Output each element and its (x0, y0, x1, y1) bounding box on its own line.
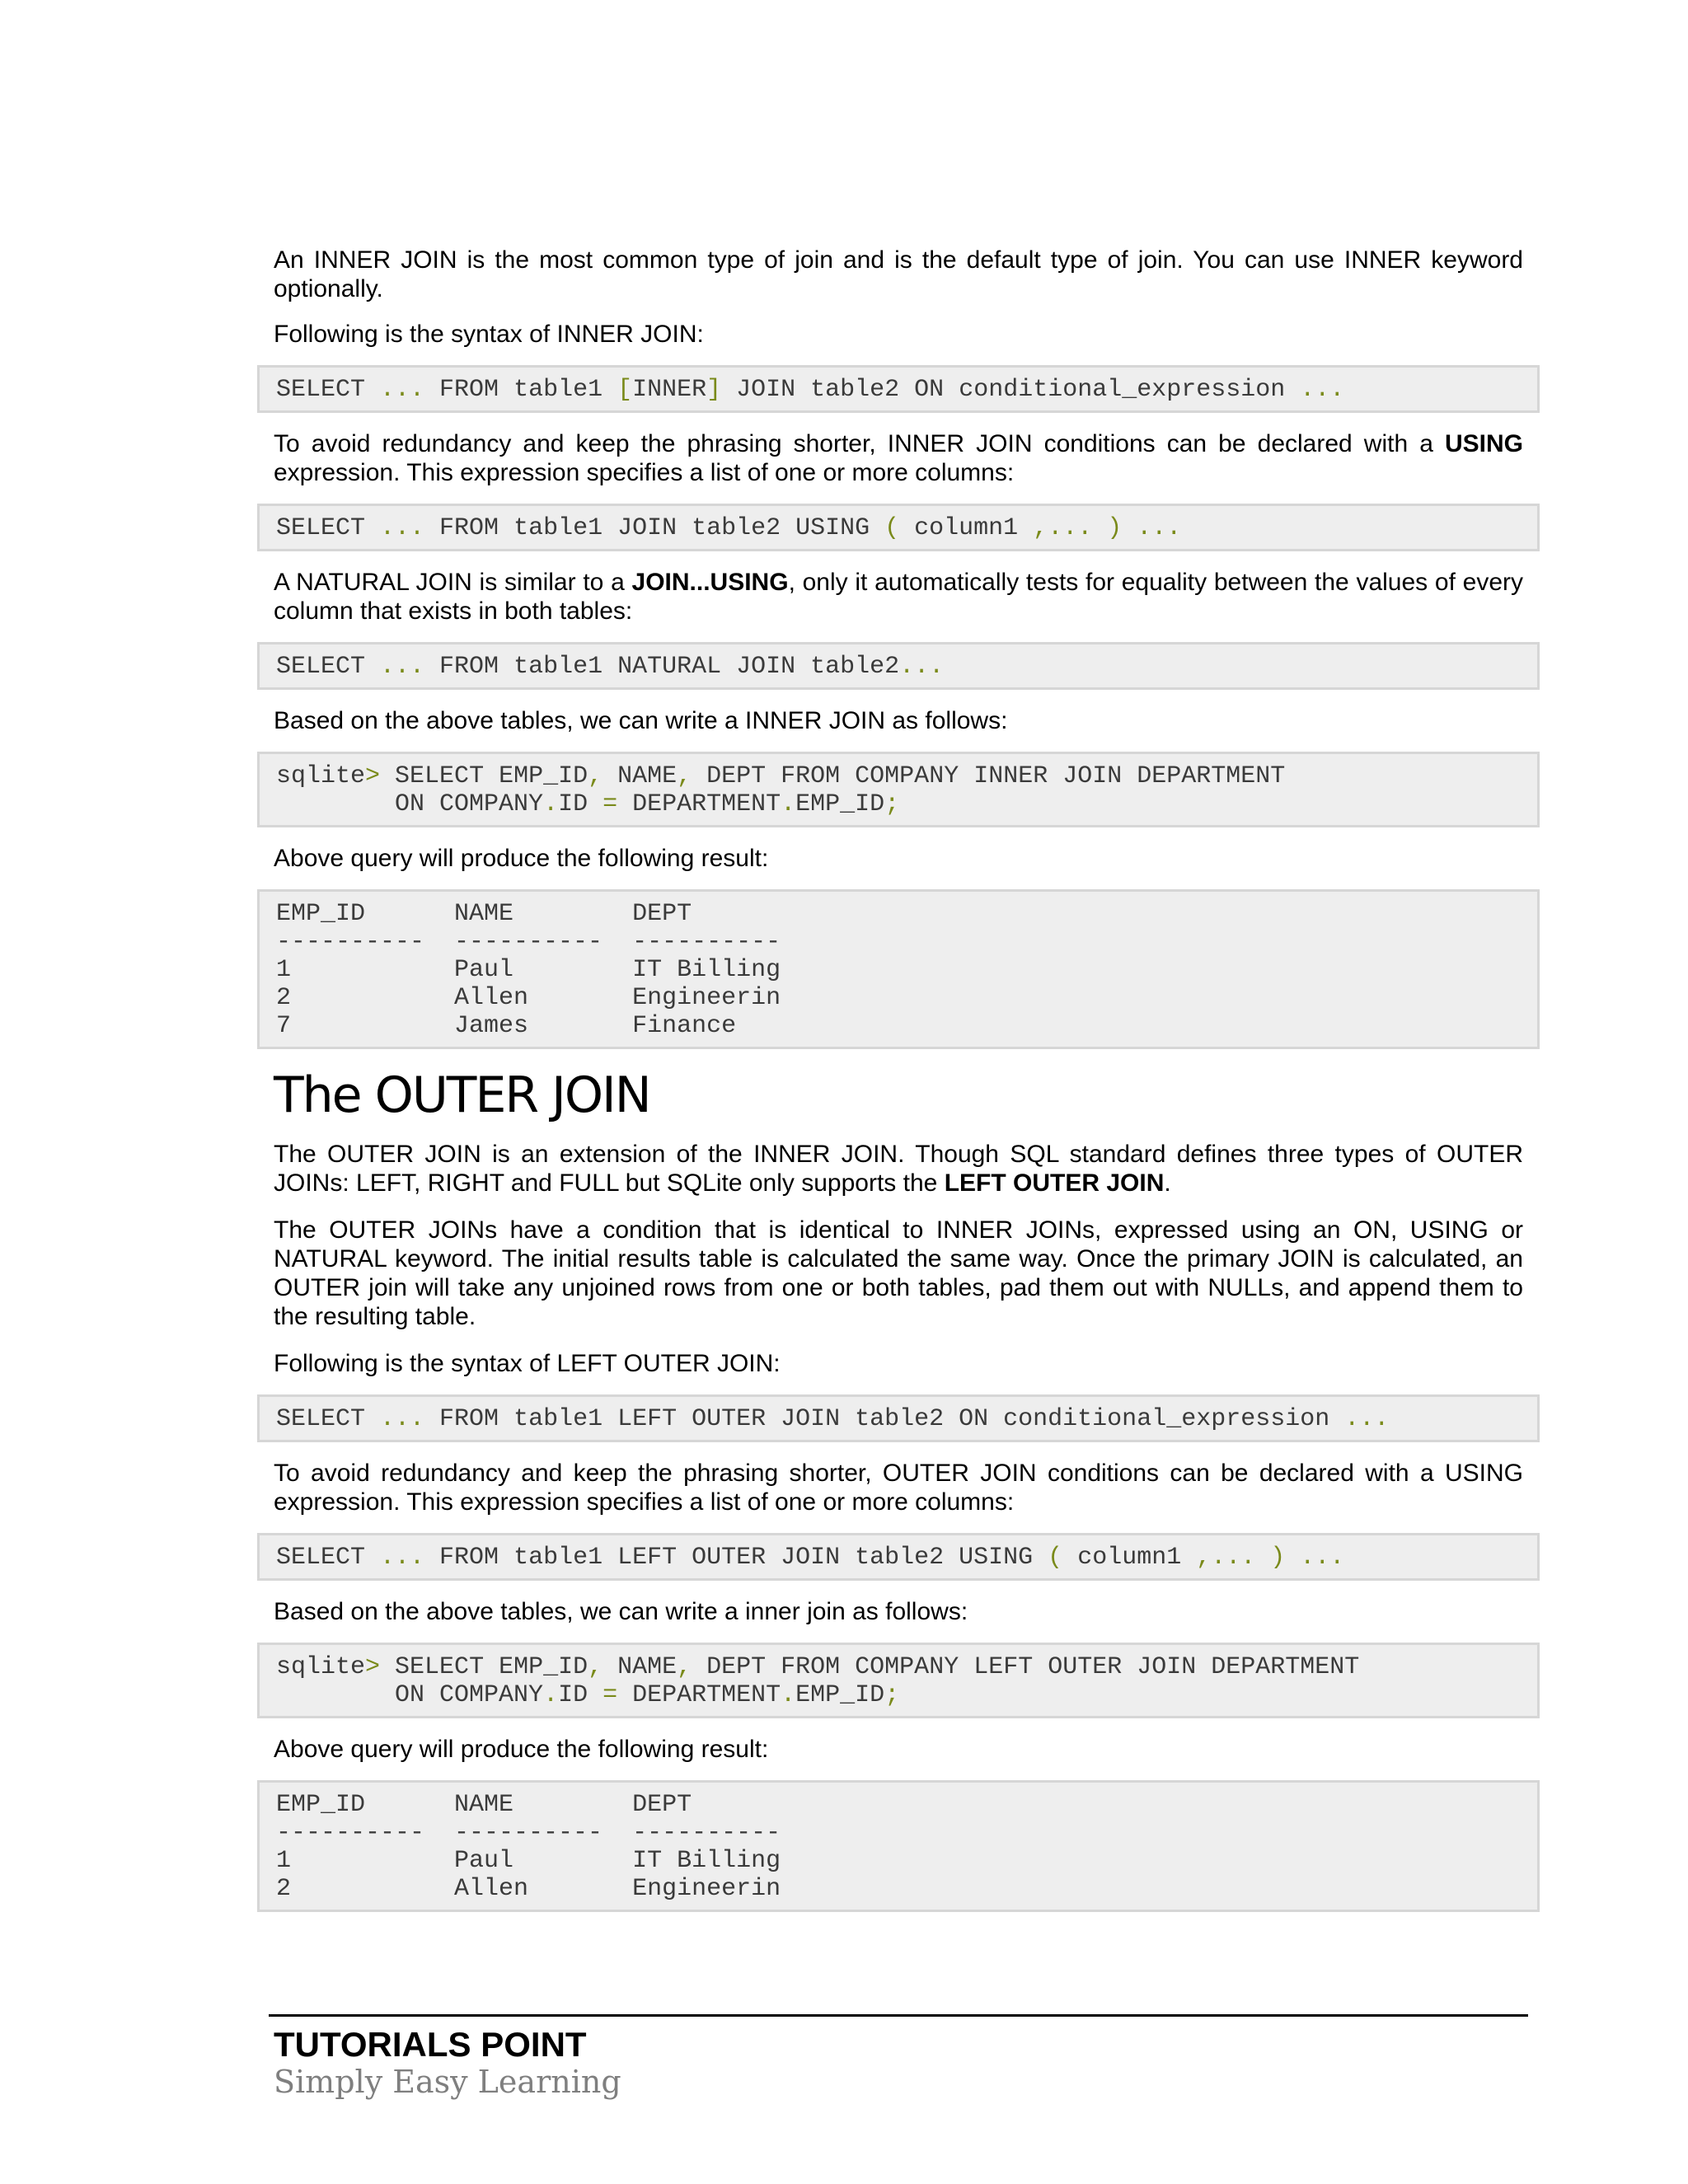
paragraph-left-outer-join-syntax-intro: Following is the syntax of LEFT OUTER JOIN: (274, 1350, 781, 1377)
code-block-natural-join: SELECT ... FROM table1 NATURAL JOIN table2... (257, 642, 1540, 690)
footer-brand: TUTORIALS POINT (274, 2025, 587, 2064)
section-heading-outer-join: The OUTER JOIN (274, 1066, 650, 1124)
code-block-left-outer-join-result (257, 1780, 1540, 1912)
paragraph-outer-join-result-intro: Above query will produce the following result: (274, 1736, 769, 1763)
result-row: 1 Paul IT Billing (276, 956, 781, 984)
paragraph-using-expression: To avoid redundancy and keep the phrasing shorter, INNER JOIN conditions can be declared with a USING expression. This expression specifies a list of one or more columns: (274, 430, 1523, 486)
paragraph-natural-join: A NATURAL JOIN is similar to a JOIN...USING, only it automatically tests for equality between the values of every column that exists in both tables: (274, 569, 1524, 625)
paragraph-inner-join-result-intro: Above query will produce the following result: (274, 845, 769, 872)
paragraph-inner-join-intro: An INNER JOIN is the most common type of join and is the default type of join. You can use INNER keyword optionally. (274, 246, 1523, 302)
code-block-left-outer-join-using: SELECT ... FROM table1 LEFT OUTER JOIN table2 USING ( column1 ,... ) ... (257, 1533, 1540, 1581)
code-block-inner-join-query: sqlite> SELECT EMP_ID, NAME, DEPT FROM COMPANY INNER JOIN DEPARTMENT ON COMPANY.ID = DEPARTMENT.EMP_ID; (257, 752, 1540, 827)
paragraph-inner-join-example-intro: Based on the above tables, we can write a INNER JOIN as follows: (274, 707, 1008, 734)
paragraph-outer-join-intro: The OUTER JOIN is an extension of the INNER JOIN. Though SQL standard defines three types of OUTER JOINs: LEFT, RIGHT and FULL but SQLite only supports the LEFT OUTER JOIN. (274, 1141, 1523, 1197)
code-block-inner-join-result (257, 889, 1540, 1049)
footer-divider (269, 2014, 1528, 2017)
footer-tagline: Simply Easy Learning (274, 2064, 621, 2100)
code-block-left-outer-join-syntax: SELECT ... FROM table1 LEFT OUTER JOIN table2 ON conditional_expression ... (257, 1394, 1540, 1442)
result-row: 2 Allen Engineerin (276, 984, 781, 1012)
result-row: 2 Allen Engineerin (276, 1875, 781, 1903)
result-header: EMP_ID NAME DEPT (276, 1791, 692, 1819)
code-block-left-outer-join-query: sqlite> SELECT EMP_ID, NAME, DEPT FROM COMPANY LEFT OUTER JOIN DEPARTMENT ON COMPANY.ID = DEPARTMENT.EMP_ID; (257, 1643, 1540, 1718)
paragraph-outer-join-using: To avoid redundancy and keep the phrasing shorter, OUTER JOIN conditions can be declared with a USING expression. This expression specifies a list of one or more columns: (274, 1460, 1523, 1516)
paragraph-inner-join-syntax-intro: Following is the syntax of INNER JOIN: (274, 321, 704, 348)
paragraph-outer-join-details: The OUTER JOINs have a condition that is identical to INNER JOINs, expressed using an ON, USING or NATURAL keyword. The initial results table is calculated the same way. Once the primary JOIN is calculated, an OUTER join will take any unjoined rows from one or both tables, pad them out with NULLs, and append them to the resulting table. (274, 1216, 1523, 1330)
result-header: EMP_ID NAME DEPT (276, 900, 692, 928)
result-row: 7 James Finance (276, 1012, 737, 1040)
result-row: 1 Paul IT Billing (276, 1847, 781, 1875)
code-block-inner-join-using: SELECT ... FROM table1 JOIN table2 USING ( column1 ,... ) ... (257, 504, 1540, 551)
result-rule: ---------- ---------- ---------- (276, 1819, 781, 1847)
paragraph-outer-join-example-intro: Based on the above tables, we can write a inner join as follows: (274, 1598, 968, 1625)
code-block-inner-join-syntax: SELECT ... FROM table1 [INNER] JOIN table2 ON conditional_expression ... (257, 365, 1540, 413)
page-content (274, 246, 1523, 1929)
result-rule: ---------- ---------- ---------- (276, 928, 781, 956)
